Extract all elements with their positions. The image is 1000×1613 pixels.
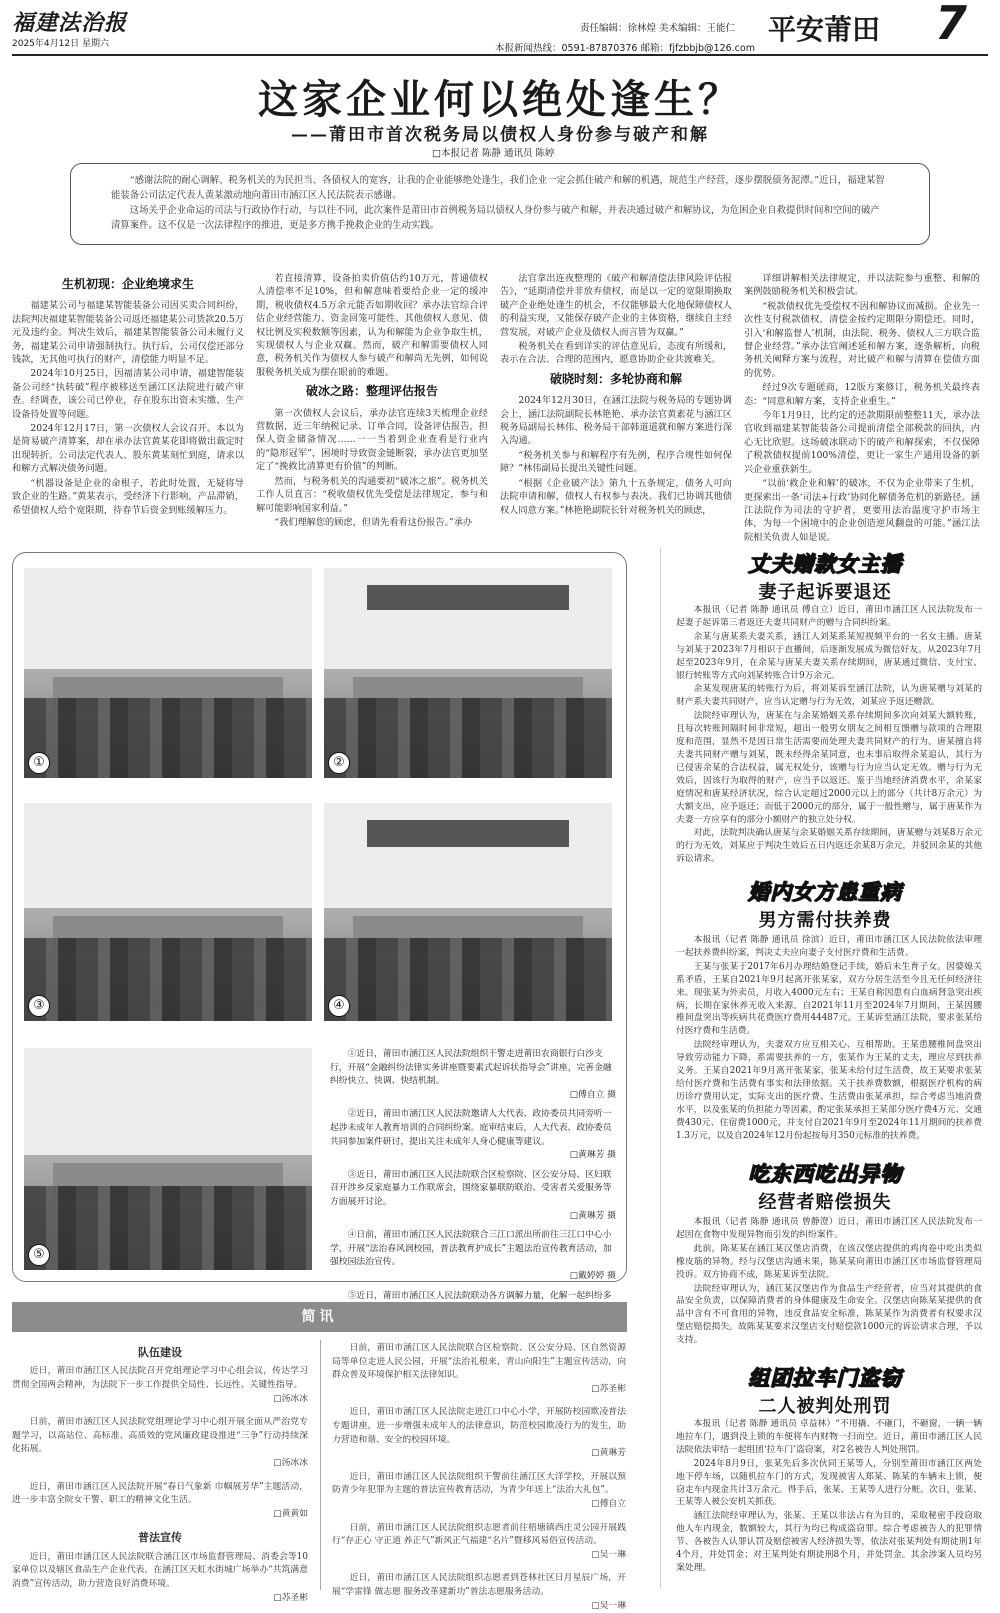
caption-item <box>330 1048 616 1102</box>
brief-item: 近日，莆田市涵江区人民法院联合涵江区市场监督管理局、消委会等10家单位以及辖区食品生产企业代表，在涵江区天虹水街城广场举办“共筑满意消费”宣传活动，助力营造良好消费环境。 □ 苏圣彬 <box>12 1551 308 1605</box>
article-column-1 <box>12 272 244 540</box>
intro-paragraph: “感谢法院的耐心调解、税务机关的为民担当、各债权人的宽容，让我的企业能够绝处逢生，我们企业一定会抓住破产和解的机遇，规范生产经营，逐步摆脱债务泥潭。”近日，福建某智能装备公司法定代表人黄某激动地向莆田市涵江区人民法院表示感谢。 <box>111 175 885 201</box>
paragraph: 法院经审理认为，涵江某汉堡店作为食品生产经营者，应当对其提供的食品安全负责，以保障消费者的身体健康及生命安全。汉堡店向陈某某提供的食品中含有不可食用的异物，违反食品安全标准，陈某某作为消费者有权要求汉堡店赔偿损失。故陈某某要求汉堡店支付赔偿款1000元的诉讼请求合理，予以支持。 <box>676 1283 982 1346</box>
photo-5 <box>24 1048 312 1270</box>
paragraph: 第一次债权人会议后，承办法官连续3天梳理企业经营数据，近三年纳税记录、订单合同，设备评估报告，担保人资金储备情况……一一当着到企业查看是行业内的“隐形冠军”，困境时导致资金链断裂，承办法官更加坚定了“挽救比清算更有价值”的判断。 <box>256 407 488 473</box>
paragraph: 详细讲解相关法律规定，并以法院参与重整、和解的案例鼓励税务机关积极尝试。 <box>744 273 980 298</box>
photo-number-badge: ② <box>328 752 350 774</box>
issue-date: 2025年4月12日 星期六 <box>12 39 109 49</box>
caption-author: □黄琳芳 摄 <box>569 1210 616 1221</box>
caption-number: ⑤ <box>347 1290 357 1301</box>
briefs-column-2 <box>332 1342 626 1611</box>
editors-line: 责任编辑：徐林煌 美术编辑：王能仁 <box>580 23 736 34</box>
paragraph: 2024年10月25日，因福清某公司申请，福建智能装备公司经“执转破”程序被移送至涵江区法院进行破产审查。经调查，该公司已停业，存在股东出资未实缴、生产设备待处置等问题。 <box>12 368 244 420</box>
briefs-column-1 <box>12 1338 308 1603</box>
article-title: 这家企业何以绝处逢生？ <box>258 77 742 123</box>
story-title-sub: 经营者赔偿损失 <box>758 1192 892 1213</box>
paragraph: 本报讯（记者 陈静 通讯员 傅自立）近日，莆田市涵江区人民法院发布一起妻子起诉第三者返还夫妻共同财产的赠与合同纠纷案。 <box>676 605 982 628</box>
brief-item: 日前，莆田市涵江区人民法院党组理论学习中心组开展全面从严治党专题学习，以高站位、高标准、高质效的党风廉政建设推进“三争”行动持续深化拓展。 □ 汤冰冰 <box>12 1416 308 1470</box>
caption-item <box>330 1108 616 1162</box>
photo-2 <box>324 568 612 778</box>
story-4-body <box>676 1418 982 1590</box>
paragraph: 若直接清算，设备拍卖价值估约10万元，普通债权人清偿率不足10%，但和解意味着要给企业一定的缓冲期，税收债权4.5万余元能否如期收回？承办法官综合评估企业经营能力、资金回笼可能性、其他债权人意见、债权比例及实税数额等因素，认为和解能为企业争取生机，实现债权人与企业双赢。然而，破产和解需要债权人同意，税务机关作为债权人参与破产和解尚无先例，如何说服税务机关成为摆在眼前的难题。 <box>256 273 488 378</box>
paragraph: 本报讯（记者 陈静 通讯员 曾静澄）近日，莆田市涵江区人民法院发布一起因在食物中发现异物而引发的纠纷案件。 <box>676 1217 982 1240</box>
brief-item: 近日，莆田市涵江区人民法院组织志愿者到苍林社区日月星辰广场，开展“学雷锋 做志愿 服务改革建新功”普法志愿服务活动。 □ 吴一琳 <box>332 1572 626 1613</box>
paragraph: “根据《企业破产法》第九十五条规定，债务人可向法院申请和解，债权人有权参与表决。我们已协调其他债权人同意方案。”林艳艳副院长针对税务机关的顾虑， <box>500 477 732 516</box>
paragraph: 王某与张某于2017年6月办理结婚登记手续，婚后未生育子女。因婆媳关系矛盾，王某自2021年9月起离开张某家，双方分居生活至今且无任何经济往来。现张某为外卖员，月收入4000元左右；王某自称因患有白血病肾急突出疾病，长期在家休养无收入来源。自2021年11月至2024年7月期间，王某因腰椎间盘突出等疾病共花费医疗费用44487元。王某诉至涵江法院，要求张某给付医疗费和生活费。 <box>676 961 982 1037</box>
photo-4 <box>324 803 612 1021</box>
story-title-main: 丈夫赠款女主播 <box>748 551 902 576</box>
paragraph: 2024年8月9日，张某先后多次伙同王某等人，分别至莆田市涵江区两处地下停车场，以随机拉车门的方式，发现被害人郑某、陈某的车辆未上锁，便窃走车内现金共计3万余元。得手后，张某、王某等人进行分赃。次日，张某、王某等人被公安机关抓获。 <box>676 1458 982 1508</box>
caption-text: 日前，莆田市涵江区人民法院联合三江口派出所前往三江口中心小学，开展“法治春风润校园，普法教育护成长”主题法治宣传教育活动，加强校园法治宣传。 <box>330 1230 612 1268</box>
paragraph: 本报讯（记者 陈静 通讯员 徐滨）近日，莆田市涵江区人民法院依法审理一起扶养费纠纷案，判决丈夫应向妻子支付医疗费和生活费。 <box>676 935 982 958</box>
paragraph: 经过9次专题磋商，12版方案修订，税务机关最终表态：“同意和解方案，支持企业重生。” <box>744 382 980 407</box>
caption-text: 近日，莆田市涵江区人民法院联合区检察院、区公安分局、区妇联召开涉乡反家庭暴力工作联席会，围绕家暴联防联治、受害者关爱服务等方面展开讨论。 <box>330 1169 612 1207</box>
paragraph: 对此，法院判决确认唐某与余某婚姻关系存续期间，唐某赠与刘某8万余元的行为无效，刘某应于判决生效后五日内返还余某8万余元，并驳回余某的其他诉讼请求。 <box>676 828 982 865</box>
article-column-2 <box>256 272 488 540</box>
paragraph: 2024年12月30日，在涵江法院与税务局的专题协调会上，涵江法院副院长林艳艳、承办法官黄素花与涵江区税务局副局长林伟、税务局干部韩道道就和解方案进行深入沟通。 <box>500 395 732 447</box>
paragraph: 余某发现唐某的转账行为后，将刘某诉至涵江法院，认为唐某赠与刘某的财产系夫妻共同财产，应当认定赠与行为无效，刘某应予返还赠款。 <box>676 684 982 708</box>
caption-number: ① <box>347 1049 357 1059</box>
section-title: 平安莆田 <box>768 13 881 46</box>
caption-text: 近日，莆田市涵江区人民法院组织干警走进莆田农商银行白沙支行，开展“金融纠纷法律实务讲座暨要素式起诉状指导会”讲座，完善金融纠纷快立、快调、快结机制。 <box>330 1049 612 1087</box>
caption-item <box>330 1169 616 1223</box>
paragraph: “以前‘救企业和解’的破冰，不仅为企业带来了生机，更探索出一条‘司法+行政’协同化解债务危机的新路径。涵江法院作为司法的守护者，更要用法治温度守护市场主体，为每一个困境中的企业创造逆风翻盘的可能。”涵江法院相关负责人如是说。 <box>744 478 980 543</box>
paragraph: “税款债权优先受偿权不因和解协议而减损。企业先一次性支付税款债权，清偿金按约定期限分期偿还。同时，引入‘和解监督人’机制，由法院、税务、债权人三方联合监督企业经营。”承办法官阐述延和解方案，逐条解析，向税务机关阐释方案与流程，对比破产和解与清算在偿债方面的优势。 <box>744 300 980 379</box>
header-rule <box>12 54 988 56</box>
story-2-title <box>740 876 910 932</box>
photo-3 <box>24 803 312 1021</box>
brief-item: 近日，莆田市涵江区人民法院开展“春日气象新 巾帼展芳华”主题活动，进一步丰富全院女干警、职工的精神文化生活。 □ 黄黄如 <box>12 1481 308 1522</box>
story-3-body <box>676 1216 982 1346</box>
story-title-sub: 男方需付扶养费 <box>758 910 892 931</box>
story-1-body <box>676 604 982 865</box>
photo-number-badge: ④ <box>328 995 350 1017</box>
intro-paragraph: 这场关乎企业命运的司法与行政协作行动，与以往不同，此次案件是莆田市首例税务局以债权人身份参与破产和解，并表决通过破产和解协议，为危困企业自救提供时间和空间的破产清算案件。这不仅是一次法律程序的推进，更是多方携手挽救企业的生动实践。 <box>111 205 880 231</box>
paragraph: 本报讯（记者 陈静 通讯员 卓益林）“不用撬、不砸门，不砸窗，一辆一辆地拉车门，遇到没上锁的车便将车内财物一扫而空。近日，莆田市涵江区人民法院依法审结一起组团‘拉车门’盗窃案，对2名被告人判处刑罚。 <box>676 1419 982 1455</box>
brief-item: 近日，莆田市涵江区人民法院召开党组理论学习中心组会议，传达学习贯彻全国两会精神，为法院下一步工作提供全局性、长远性、关键性指导。 □ 汤冰冰 <box>12 1365 308 1406</box>
right-column-divider <box>660 548 661 1588</box>
paragraph: “机器设备是企业的命根子，若此时处置，无疑将导致企业的生路。”黄某表示，受经济下行影响，产品滞销，希望债权人给个宽限期，待春节后资金到账缓解压力。 <box>12 477 244 516</box>
photo-number-badge: ⑤ <box>28 1244 50 1266</box>
caption-number: ③ <box>347 1169 357 1180</box>
story-title-main: 婚内女方患重病 <box>748 879 902 904</box>
briefs-header: 简讯 <box>12 1302 627 1332</box>
story-title-sub: 二人被判处刑罚 <box>758 1396 892 1417</box>
paragraph: 法官拿出连夜整理的《破产和解清偿法律风险评估报告》，“延期清偿并非放弃债权，而是以一定的宽限期换取破产企业绝处逢生的机会，不仅能够最大化地保障债权人的利益实现，又能保存破产企业的主体资格，继续自主经营发展，对破产企业及债权人而言皆为双赢。” <box>500 273 732 338</box>
caption-text: 近日，莆田市涵江区人民法院邀请人大代表、政协委员共同旁听一起涉未成年人教育培训的合同纠纷案。庭审结束后，人大代表、政协委员共同参加案件研讨，提出关注未成年人身心健康等建议。 <box>330 1109 612 1147</box>
story-title-main: 吃东西吃出异物 <box>748 1161 902 1186</box>
intro-box <box>70 163 930 245</box>
paragraph: 涵江法院经审理认为，张某、王某以非法占有为目的，采取秘密手段窃取他人车内现金，数额较大，其行为均已构成盗窃罪。综合考虑被告人的犯罪情节、各被告人认罪认罚及赔偿被害人经济损失等，依法对张某判处有期徒刑1年4个月，并处罚金；对王某判处有期徒刑8个月，并处罚金。其余涉案人员均另案处理。 <box>676 1511 982 1573</box>
paragraph: 税务机关在看到详实的评估意见后，态度有所缓和，表示在合法、合理的范围内，愿意协助企业共渡难关。 <box>500 341 732 366</box>
hotline-line: 本报新闻热线：0591-87870376 邮箱：fjfzbbjb@126.com <box>495 43 755 54</box>
caption-number: ② <box>347 1109 357 1120</box>
story-title-main: 组团拉车门盗窃 <box>748 1365 902 1390</box>
caption-item <box>330 1229 616 1283</box>
paragraph: 法院经审理认为，夫妻双方应互相关心、互相帮助。王某患腰椎间盘突出导致劳动能力下降，系需要扶养的一方，张某作为王某的丈夫，理应尽到扶养义务。王某自2021年9月离开张某家，张某未给付过生活费，故王某要求张某给付医疗费和生活费有事实和法律依据。关于扶养费数额，根据医疗机构的病历诊疗费用认定，实际支出的医疗费、生活费由张某承担，综合考虑当地消费水平，以及张某的负担能力等因素，酌定张某承担王某部分医疗费4万元、交通费430元、住宿费1000元，并支付自2021年9月至2024年11月期间的扶养费1.3万元，以及自2024年12月份起按每月350元标准的扶养费。 <box>676 1040 982 1141</box>
page-number: 7 <box>935 0 968 50</box>
briefs-divider <box>320 1340 321 1590</box>
briefs-group-heading: 队伍建设 <box>138 1346 182 1359</box>
brief-item: 日前，莆田市涵江区人民法院联合区检察院、区公安分局、区自然资源局等单位走进人民公园，开展“法治礼根来，青山向阳生”主题宣传活动，向群众普及环境保护相关法律知识。 □ 苏圣彬 <box>332 1342 626 1396</box>
brief-item: 近日，莆田市涵江区人民法院走进江口中心小学，开展防校园欺凌普法专题讲座，进一步增强未成年人的法律意识，防范校园欺凌行为的发生，助力营造和谐、安全的校园环境。 □ 黄琳芳 <box>332 1406 626 1460</box>
story-2-body <box>676 934 982 1144</box>
paragraph: 然而，与税务机关的沟通要初“破冰之旅”。税务机关工作人员直言：“税收债权优先受偿是法律规定，参与和解可能影响国家利益。” <box>256 475 488 514</box>
section-heading: 破晓时刻：多轮协商和解 <box>549 371 682 386</box>
article-column-3 <box>500 272 732 540</box>
photo-1 <box>24 568 312 778</box>
paragraph: 法院经审理认为，唐某在与余某婚姻关系存续期间多次向刘某大额转账，且每次转账间隔时间非常短，超出一般男女朋友之间相互馈赠与款项的合理限度和范围，显然不是因日常生活需要而处理夫妻共同财产的行为。唐某擅自将夫妻共同财产赠与刘某，既未经得余某同意，也未事后取得余某追认，其行为已侵害余某的合法权益，属无权处分，该赠与行为应当认定无效。赠与行为无效后，因该行为取得的财产，应当予以返还。鉴于当地经济消费水平，余某家庭情况和唐某经济状况，综合认定超过2000元以上的部分（共计8万余元）为大额支出，应予返还；而低于2000元的部分，属于一般性赠与，属于唐某作为夫妻一方应享有的部分小额财产的独立处分权。 <box>676 711 982 825</box>
photo-captions <box>330 1048 616 1330</box>
masthead: 福建法治报 <box>12 10 128 36</box>
briefs-group-heading: 普法宣传 <box>138 1531 182 1545</box>
caption-author: □戴婷婷 摄 <box>569 1270 616 1281</box>
story-title-sub: 妻子起诉要退还 <box>758 582 892 603</box>
caption-number: ④ <box>347 1230 357 1241</box>
paragraph: 此前，陈某某在涵江某汉堡店消费，在该汉堡店提供的鸡肉卷中吃出类似橡皮筋的异物。经与汉堡店沟通未果，陈某某向莆田市涵江区市场监督管理局投诉。双方协商不成，陈某某诉至法院。 <box>676 1243 982 1280</box>
paragraph: 福建某公司与福建某智能装备公司因买卖合同纠纷，法院判决福建某智能装备公司返还福建某公司货款20.5万元及违约金。判决生效后，福建某智能装备公司未履行义务，福建某公司申请强制执行。执行后，公司仅偿还部分钱款，无其他可执行的财产，清偿能力明显不足。 <box>12 300 244 366</box>
caption-author: □傅自立 摄 <box>569 1089 616 1100</box>
caption-author: □黄琳芳 摄 <box>569 1150 616 1161</box>
photo-number-badge: ① <box>28 752 50 774</box>
article-subtitle: ——莆田市首次税务局以债权人身份参与破产和解 <box>291 125 709 145</box>
article-column-4 <box>744 272 980 543</box>
brief-item: 近日，莆田市涵江区人民法院组织干警前往涵江区大洋学校，开展以预防青少年犯罪为主题的普法宣传教育活动，为青少年送上“法治大礼包”。 □ 傅自立 <box>332 1471 626 1512</box>
section-heading: 破冰之路：整理评估报告 <box>305 384 438 399</box>
paragraph: 今年1月9日，比约定的还款期限前整整11天，承办法官收到福建某智能装备公司提前清偿全部税款的回执，内心无比欣慰。这场破冰联动下的破产和解探索，不仅保障了税款债权提前100%清偿，更让一家生产通用设备的新兴企业重获新生。 <box>744 410 980 475</box>
paragraph: “我们理解您的顾虑，但请先看看这份报告。”承办 <box>274 516 473 528</box>
paragraph: 余某与唐某系夫妻关系，涵江人刘某系某短视频平台的一名女主播。唐某与刘某于2023年7月相识于直播间，后逐渐发展成为微信好友。从2023年7月起至2023年9月，在余某与唐某夫妻关系存续期间，唐某通过微信、支付宝、银行转账等方式向刘某转账合计9万余元。 <box>676 631 982 681</box>
story-1-title <box>740 548 910 604</box>
brief-item: 日前，莆田市涵江区人民法院组织志愿者前往梧塘镇西庄灵公园开展践行“存正心 守正道 养正气”新风正气福建“名片”暨移风易俗宣传活动。 □ 吴一琳 <box>332 1522 626 1563</box>
story-4-title <box>740 1362 910 1418</box>
article-byline: □本报记者 陈静 通讯员 陈婷 <box>432 148 555 159</box>
story-3-title <box>740 1158 910 1214</box>
photo-number-badge: ③ <box>28 995 50 1017</box>
section-heading: 生机初现：企业绝境求生 <box>61 277 194 291</box>
paragraph: “税务机关参与和解程序有先例，程序合规性如何保障？”林伟副局长提出关键性问题。 <box>500 449 732 475</box>
caption-text: 近日，莆田市涵江区人民法院联动各方调解力量，化解一起纠纷多 <box>356 1290 612 1301</box>
paragraph: 2024年12月17日，第一次债权人会议召开。本以为是简易破产清算案，却在承办法官黄某花即将做出裁定时出现转折。公司法定代表人、股东黄某刻忙到庭，请求以和解方式解决债务问题。 <box>12 423 244 475</box>
